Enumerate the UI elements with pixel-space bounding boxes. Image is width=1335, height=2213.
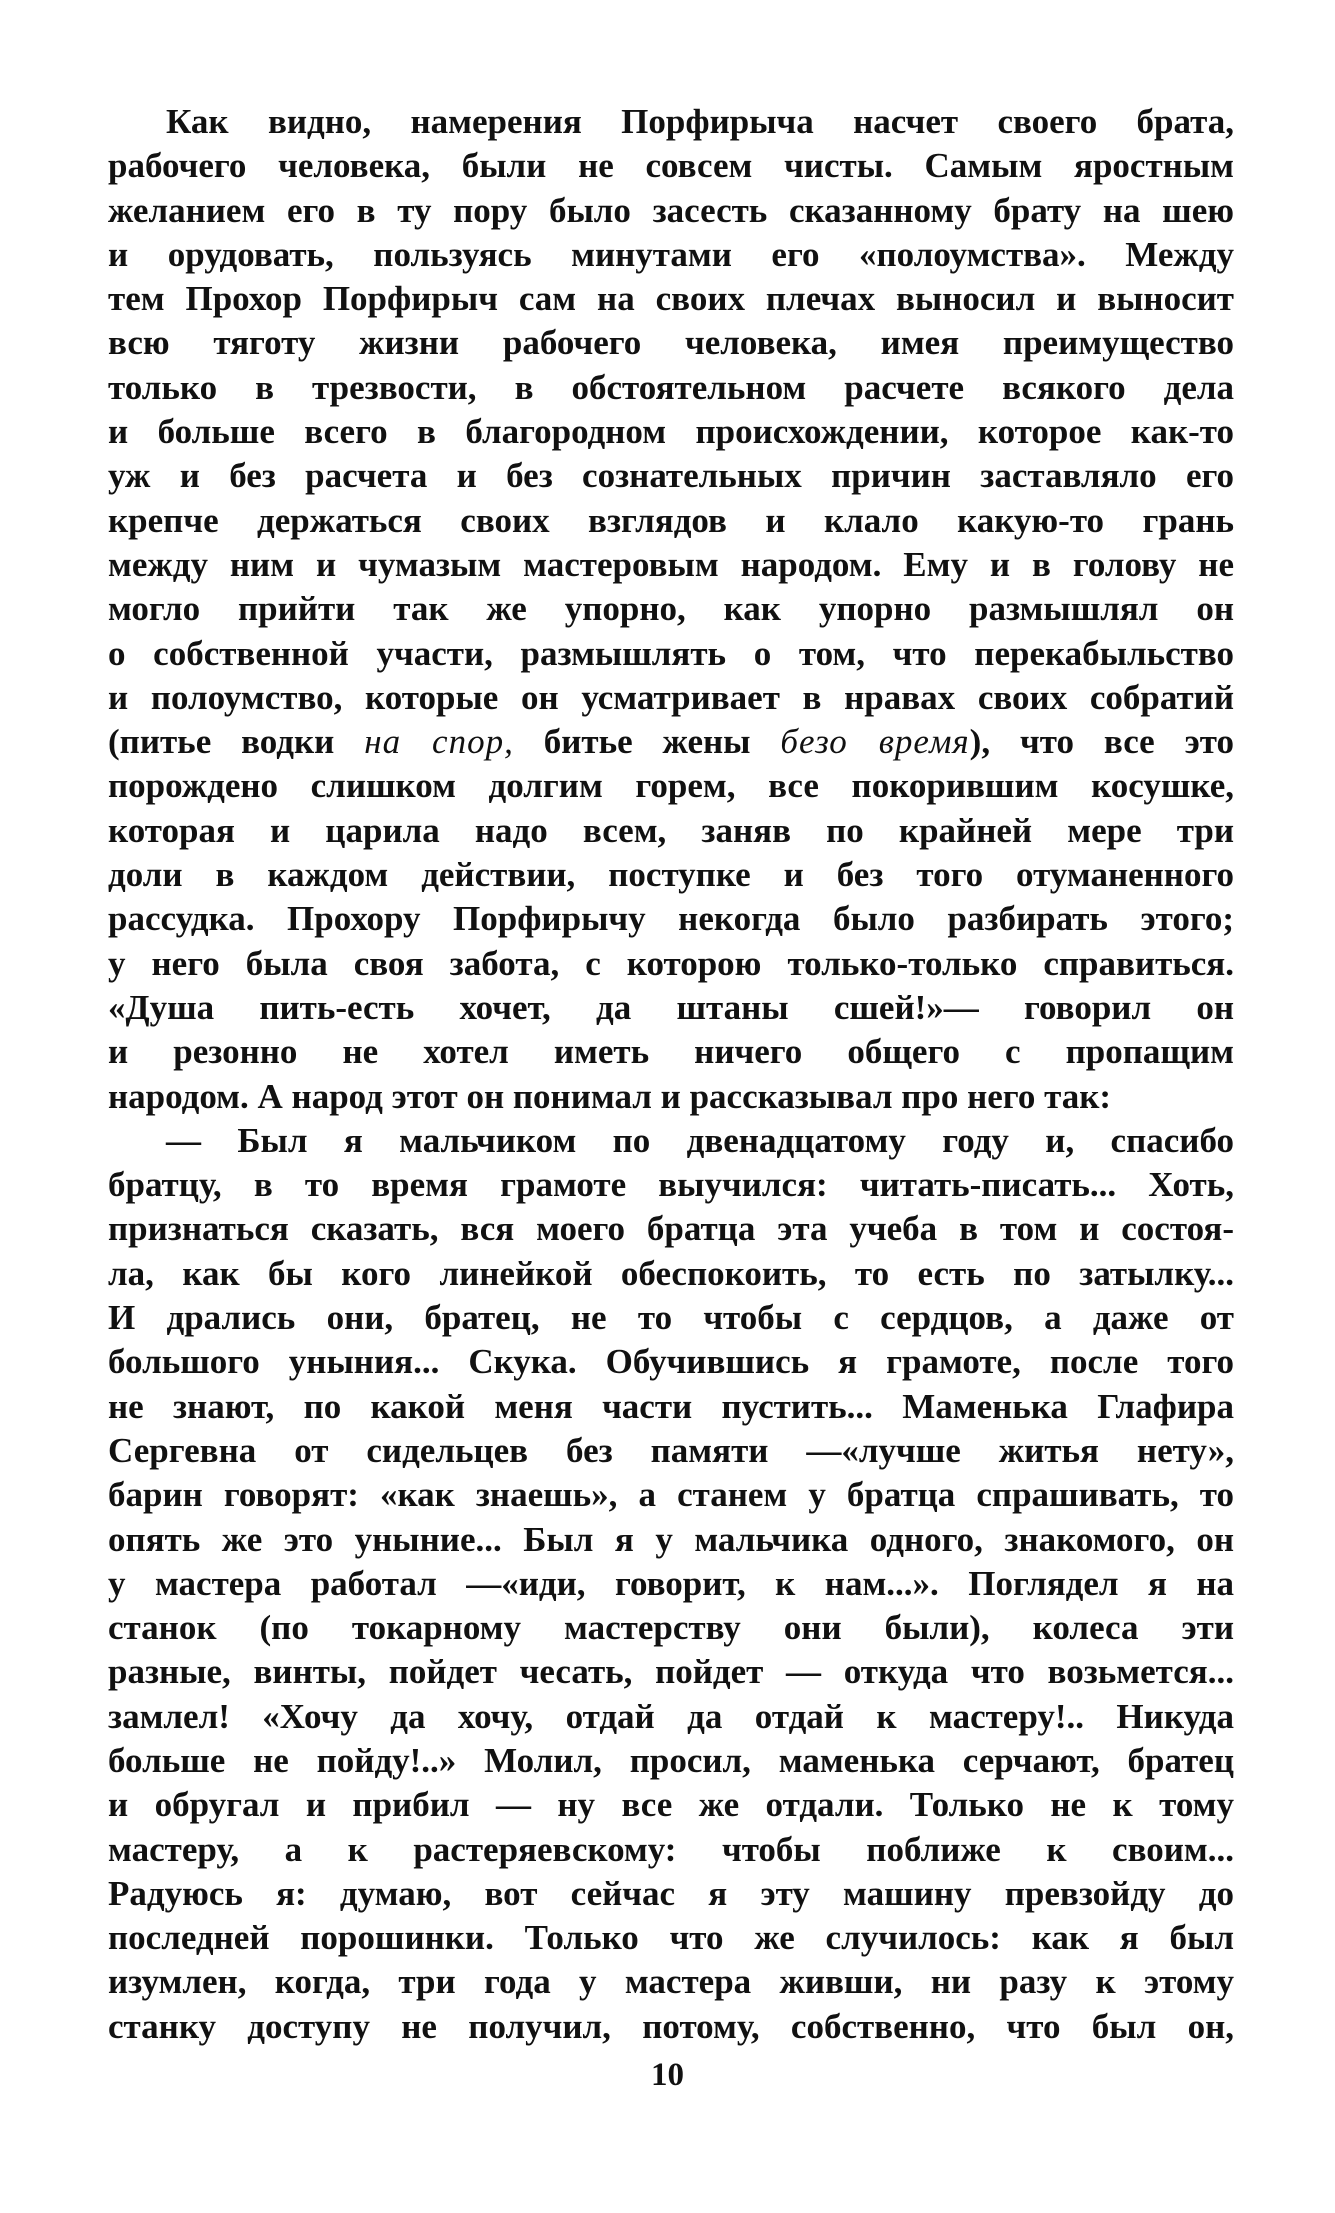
text-line: мастеру, а к растеряевскому: чтобы поближе к своим... (108, 1829, 1234, 1869)
text-line: могло прийти так же упорно, как упорно размышлял он (108, 589, 1234, 629)
text-line: и обругал и прибил — ну все же отдали. Только не к тому (108, 1785, 1234, 1825)
italic-phrase: на спор, (364, 722, 514, 762)
text-line: большого уныния... Скука. Обучившись я грамоте, после того (108, 1342, 1234, 1382)
text-run: (питье водки (108, 722, 365, 762)
text-line: рабочего человека, были не совсем чисты. Самым яростным (108, 146, 1234, 186)
text-line: Сергевна от сидельцев без памяти —«лучше житья нету», (108, 1430, 1234, 1470)
text-line: И дрались они, братец, не то чтобы с сердцов, а даже от (108, 1298, 1234, 1338)
text-line: рассудка. Прохору Порфирычу некогда было разбирать этого; (108, 899, 1234, 939)
text-line: и больше всего в благородном происхождении, которое как-то (108, 412, 1234, 452)
text-line: о собственной участи, размышлять о том, что перекабыльство (108, 633, 1234, 673)
text-run: ), что все это (969, 722, 1234, 762)
text-line: народом. А народ этот он понимал и рассказывал про него так: (108, 1076, 1112, 1116)
text-line: крепче держаться своих взглядов и клало какую-то грань (108, 500, 1234, 540)
text-line: замлел! «Хочу да хочу, отдай да отдай к мастеру!.. Никуда (108, 1696, 1234, 1736)
text-line: и резонно не хотел иметь ничего общего с пропащим (108, 1032, 1234, 1072)
text-line: последней порошинки. Только что же случилось: как я был (108, 1918, 1234, 1958)
text-line: не знают, по какой меня части пустить... Маменька Глафира (108, 1386, 1234, 1426)
text-line: тем Прохор Порфирыч сам на своих плечах выносил и выносит (108, 279, 1234, 319)
page-number: 10 (651, 2057, 684, 2093)
italic-phrase: безо время (780, 722, 970, 762)
text-line: только в трезвости, в обстоятельном расчете всякого дела (108, 367, 1234, 407)
text-line: и полоумство, которые он усматривает в нравах своих собратий (108, 677, 1234, 717)
text-line: и орудовать, пользуясь минутами его «полоумства». Между (108, 234, 1234, 274)
text-line: признаться сказать, вся моего братца эта учеба в том и состоя- (108, 1209, 1234, 1249)
text-line: у мастера работал —«иди, говорит, к нам...». Поглядел я на (108, 1563, 1234, 1603)
text-line: которая и царила надо всем, заняв по крайней мере три (108, 810, 1234, 850)
text-line: у него была своя забота, с которою только-только справиться. (108, 943, 1234, 983)
text-line: между ним и чумазым мастеровым народом. Ему и в голову не (108, 544, 1234, 584)
text-line: Как видно, намерения Порфирыча насчет своего брата, (166, 102, 1234, 141)
text-run: битье жены (513, 722, 781, 762)
text-line: станок (по токарному мастерству они были), колеса эти (108, 1608, 1234, 1648)
text-line: опять же это уныние... Был я у мальчика одного, знакомого, он (108, 1519, 1234, 1559)
body-text (108, 100, 1234, 2049)
text-line: уж и без расчета и без сознательных причин заставляло его (108, 456, 1234, 496)
text-line: порождено слишком долгим горем, все покорившим косушке, (108, 766, 1234, 806)
text-line: «Душа пить-есть хочет, да штаны сшей!»— говорил он (108, 987, 1234, 1027)
text-line: больше не пойду!..» Молил, просил, маменька серчают, братец (108, 1740, 1234, 1780)
text-line: доли в каждом действии, поступке и без того отуманенного (108, 855, 1234, 895)
text-line: разные, винты, пойдет чесать, пойдет — откуда что возьмется... (108, 1652, 1234, 1692)
text-line: ла, как бы кого линейкой обеспокоить, то есть по затылку... (108, 1253, 1234, 1293)
text-line: барин говорят: «как знаешь», а станем у братца спрашивать, то (108, 1475, 1234, 1515)
text-line: всю тяготу жизни рабочего человека, имея преимущество (108, 323, 1234, 363)
text-line: станку доступу не получил, потому, собственно, что был он, (108, 2006, 1234, 2046)
text-line (108, 720, 1234, 764)
text-line: изумлен, когда, три года у мастера живши, ни разу к этому (108, 1962, 1234, 2002)
text-line: братцу, в то время грамоте выучился: читать-писать... Хоть, (108, 1165, 1234, 1205)
text-line: Радуюсь я: думаю, вот сейчас я эту машину превзойду до (108, 1873, 1234, 1913)
text-line: — Был я мальчиком по двенадцатому году и, спасибо (166, 1120, 1234, 1160)
text-line: желанием его в ту пору было засесть сказанному брату на шею (108, 190, 1234, 230)
